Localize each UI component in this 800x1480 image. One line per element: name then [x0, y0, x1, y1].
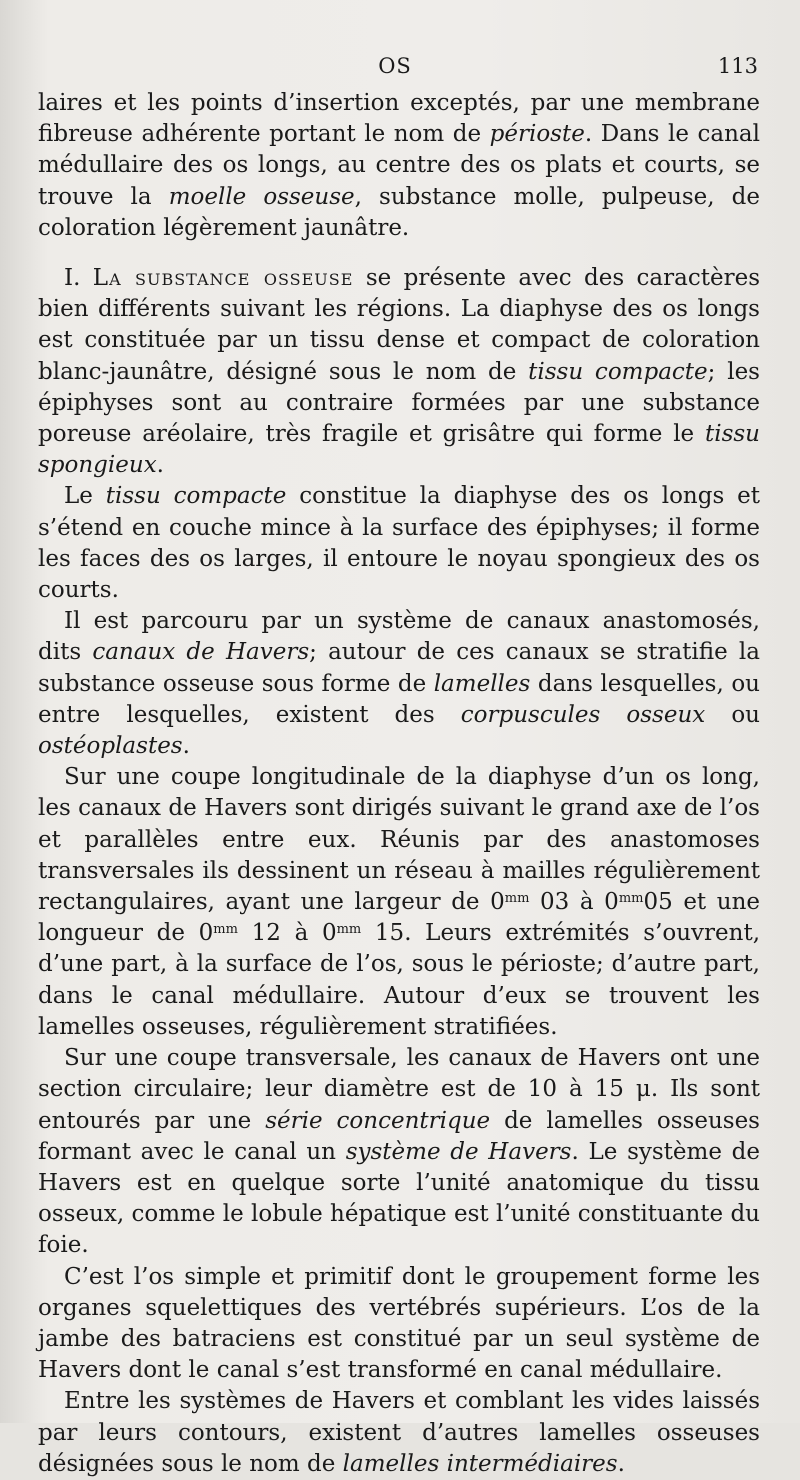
paragraph-tissu-compacte: [38, 481, 760, 606]
text-run: , substance molle, pulpeuse, de coloration légèrement jaunâtre.: [38, 183, 760, 241]
page-header: [0, 48, 800, 84]
paragraph-continuation: [38, 88, 760, 244]
paragraph-coupe-longitudinale: [38, 762, 760, 1043]
term-corpuscules-osseux: corpuscules osseux: [460, 701, 706, 728]
text-run: Il est parcouru par un système de canaux anastomosés, dits: [38, 608, 760, 666]
text-run: ; autour de ces canaux se stratifie la substance osseuse sous forme de: [38, 639, 761, 697]
text-run: .: [182, 733, 190, 760]
term-canaux-de-havers: canaux de Havers: [92, 639, 310, 666]
text-run: 12 à 0: [237, 920, 337, 947]
text-run: constitue la diaphyse des os longs et s’étend en couche mince à la surface des épiphyses; il forme les faces des os larges, il entoure le noyau spongieux des os courts.: [38, 483, 760, 604]
term-tissu-compacte: tissu compacte: [528, 358, 708, 385]
running-head: OS: [378, 54, 412, 78]
text-run: ou: [705, 701, 760, 728]
text-run: Entre les systèmes de Havers et comblant les vides laissés par leurs contours, existent d’autres lamelles osseuses désignées sous le nom de: [38, 1388, 760, 1477]
section-heading: La substance osseuse: [92, 265, 354, 292]
term-moelle-osseuse: moelle osseuse: [168, 183, 355, 210]
text-run: Le: [64, 483, 106, 510]
text-run: 05 et une longueur de 0: [38, 889, 761, 947]
text-run: de lamelles osseuses formant avec le canal un: [38, 1107, 760, 1165]
text-run: dans lesquelles, ou entre lesquelles, existent des: [38, 670, 760, 728]
paragraph-coupe-transversale: [38, 1043, 760, 1261]
term-perioste: périoste: [489, 121, 585, 148]
unit-mm: mm: [504, 891, 530, 907]
text-run: 15. Leurs extrémités s’ouvrent, d’une part, à la surface de l’os, sous le périoste; d’autre part, dans le canal médullaire. Autour d’eux se trouvent les lamelles osseuses, régulièrement stratifiées.: [38, 920, 761, 1040]
unit-mm: mm: [618, 891, 644, 907]
text-run: 03 à 0: [529, 889, 619, 916]
paragraph-lamelles-intermediaires: [38, 1386, 760, 1480]
text-run: laires et les points d’insertion exceptés, par une membrane fibreuse adhérente portant le nom de: [38, 90, 760, 148]
page-number: 113: [717, 54, 758, 78]
text-run: se présente avec des caractères bien différents suivant les régions. La diaphyse des os longs est constituée par un tissu dense et compact de coloration blanc-jaunâtre, désigné sous le nom de: [38, 265, 760, 385]
term-systeme-de-havers: système de Havers: [345, 1138, 572, 1165]
term-osteoplastes: ostéoplastes: [38, 733, 183, 760]
term-lamelles: lamelles: [433, 670, 531, 697]
text-run: .: [617, 1450, 625, 1477]
unit-mm: mm: [213, 922, 238, 938]
term-lamelles-intermediaires: lamelles intermédiaires: [342, 1450, 618, 1477]
paragraph-section-1: [38, 263, 760, 481]
text-run: C’est l’os simple et primitif dont le groupement forme les organes squelettiques des vertébrés supérieurs. L’os de la jambe des batraciens est constitué par un seul système de Havers dont le canal s’est transformé en canal médullaire.: [38, 1263, 760, 1384]
text-run: Sur une coupe transversale, les canaux de Havers ont une section circulaire; leur diamètre est de 10 à 15 μ. Ils sont entourés par une: [38, 1045, 760, 1134]
term-tissu-spongieux: tissu spongieux: [38, 421, 760, 479]
text-run: ; les épiphyses sont au contraire formées par une substance poreuse aréolaire, très fragile et grisâtre qui forme le: [38, 358, 760, 448]
text-run: . Dans le canal médullaire des os longs, au centre des os plats et courts, se trouve la: [38, 121, 760, 210]
term-serie-concentrique: série concentrique: [265, 1107, 491, 1134]
unit-mm: mm: [336, 922, 362, 938]
paragraph-os-simple: [38, 1262, 760, 1387]
body-text: [38, 88, 760, 1480]
text-run: Sur une coupe longitudinale de la diaphyse d’un os long, les canaux de Havers sont dirigés suivant le grand axe de l’os et parallèles entre eux. Réunis par des anastomoses transversales ils dessinent un réseau à mailles régulièrement rectangulaires, ayant une largeur de 0: [38, 764, 760, 916]
text-run: .: [156, 452, 164, 479]
text-run: . Le système de Havers est en quelque sorte l’unité anatomique du tissu osseux, comme le lobule hépatique est l’unité constituante du foie.: [38, 1138, 760, 1259]
paragraph-canaux-de-havers: [38, 606, 760, 762]
section-number: I.: [64, 265, 93, 292]
term-tissu-compacte: tissu compacte: [105, 483, 287, 510]
